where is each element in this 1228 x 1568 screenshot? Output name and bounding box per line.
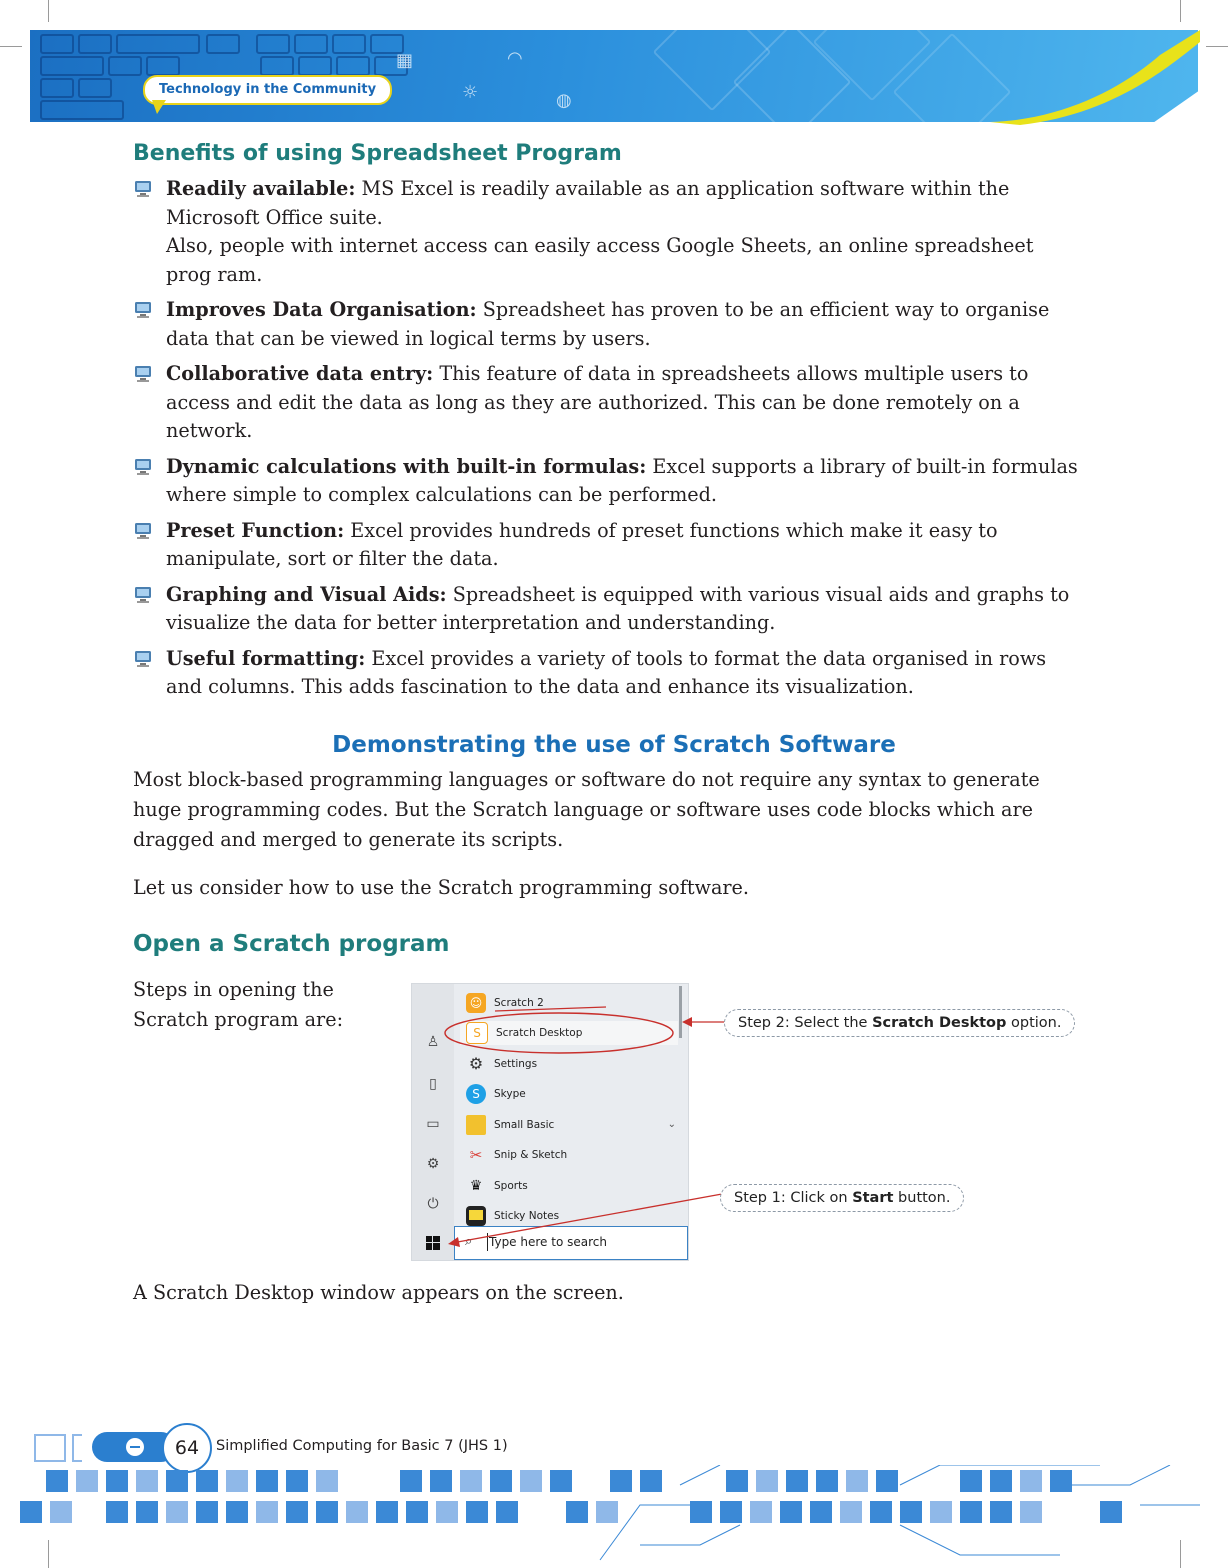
step1-callout: [720, 1184, 964, 1212]
section-title-open-scratch: Open a Scratch program: [133, 931, 450, 957]
menu-item-label: Scratch Desktop: [496, 1027, 583, 1039]
book-title: Simplified Computing for Basic 7 (JHS 1): [216, 1438, 508, 1454]
section-title-benefits: Benefits of using Spreadsheet Program: [133, 141, 622, 166]
scissors-icon: ✂: [469, 1146, 483, 1164]
skype-icon: S: [466, 1084, 486, 1104]
scratch-intro-paragraph: Most block-based programming languages or software do not require any syntax to generate huge programming codes. But the Scratch language or software uses code blocks which are dragged and merged to generate its scripts.: [133, 768, 1040, 851]
trophy-icon: ♛: [469, 1178, 483, 1194]
steps-intro-line: Scratch program are:: [133, 1008, 344, 1031]
item-term: Graphing and Visual Aids:: [166, 582, 447, 606]
callout-text: option.: [1006, 1015, 1062, 1031]
menu-item-label: Small Basic: [494, 1119, 555, 1131]
menu-item-label: Skype: [494, 1088, 526, 1100]
item-text: MS Excel is readily available as an application software within the Microsoft Office suite.: [166, 177, 1010, 229]
steps-intro-line: Steps in opening the: [133, 978, 334, 1001]
search-icon: ⌕: [465, 1234, 473, 1249]
pictures-icon[interactable]: ▭: [426, 1116, 440, 1132]
power-icon[interactable]: ⏻: [427, 1196, 439, 1212]
page-number: 64: [162, 1423, 212, 1473]
search-placeholder: Type here to search: [489, 1235, 607, 1249]
item-term: Readily available:: [166, 177, 356, 200]
footer-circuit-decoration: [0, 1465, 1228, 1568]
wifi-icon: ◠: [507, 48, 523, 69]
footer-deco-square: [34, 1434, 66, 1462]
settings-gear-icon[interactable]: ⚙: [426, 1156, 440, 1172]
chevron-down-icon[interactable]: ⌄: [667, 1119, 676, 1130]
callout-text: Step 2: Select the: [738, 1015, 873, 1031]
scratch-window-note: A Scratch Desktop window appears on the screen.: [133, 1281, 624, 1304]
item-term: Dynamic calculations with built-in formulas:: [166, 454, 647, 478]
step2-arrowhead: [682, 1017, 692, 1027]
callout-text: button.: [893, 1190, 951, 1206]
callout-bold: Start: [852, 1190, 894, 1206]
step1-arrowhead: [448, 1237, 460, 1247]
section-title-scratch: Demonstrating the use of Scratch Software: [332, 732, 896, 758]
item-text: Spreadsheet is equipped with various visual aids and graphs to visualize the data for better interpretation and understanding.: [166, 582, 1070, 634]
gear-icon: ⚙: [468, 1054, 484, 1073]
footer-deco-bracket: [72, 1434, 82, 1462]
highlight-stroke: [495, 1007, 606, 1011]
item-text: Excel provides a variety of tools to format the data organised in rows and columns. This adds fascination to the data and enhance its visualization.: [166, 646, 1047, 698]
menu-item-label: Sticky Notes: [494, 1210, 560, 1222]
menu-item-label: Settings: [494, 1058, 538, 1070]
item-term: Useful formatting:: [166, 646, 366, 670]
chapter-tag: Technology in the Community: [143, 75, 392, 105]
item-term: Collaborative data entry:: [166, 362, 434, 385]
item-term: Improves Data Organisation:: [166, 298, 477, 321]
menu-item-label: Sports: [494, 1180, 528, 1192]
step2-callout: [724, 1009, 1075, 1037]
footer-pill-dot: [126, 1438, 144, 1456]
step1-arrow: [452, 1194, 722, 1243]
highlight-ellipse: [445, 1013, 673, 1053]
user-icon[interactable]: ♙: [426, 1034, 440, 1050]
item-text: Excel supports a library of built-in formulas where simple to complex calculations can be performed.: [166, 454, 1078, 506]
scratch-desktop-icon: S: [466, 1022, 488, 1044]
item-text: This feature of data in spreadsheets allows multiple users to access and edit the data as long as they are authorized. This can be done remotely on a network.: [166, 362, 1029, 442]
item-term: Preset Function:: [166, 518, 345, 542]
scratch-consider-paragraph: Let us consider how to use the Scratch programming software.: [133, 876, 750, 899]
item-text: Spreadsheet has proven to be an efficient way to organise data that can be viewed in logical terms by users.: [166, 298, 1050, 350]
callout-bold: Scratch Desktop: [872, 1015, 1007, 1031]
calculator-icon: ▦: [396, 50, 414, 71]
document-icon[interactable]: ▯: [429, 1076, 437, 1092]
item-extra-text: Also, people with internet access can easily access Google Sheets, an online spreadsheet prog ram.: [166, 234, 1034, 286]
scratch-cat-icon: ☺: [466, 993, 486, 1013]
item-text: Excel provides hundreds of preset functions which make it easy to manipulate, sort or filter the data.: [166, 518, 998, 570]
globe-icon: ◍: [556, 90, 572, 111]
menu-item-label: Scratch 2: [494, 997, 544, 1009]
callout-text: Step 1: Click on: [734, 1190, 853, 1206]
menu-item-label: Snip & Sketch: [494, 1149, 568, 1161]
lightbulb-icon: ☼: [462, 82, 479, 103]
